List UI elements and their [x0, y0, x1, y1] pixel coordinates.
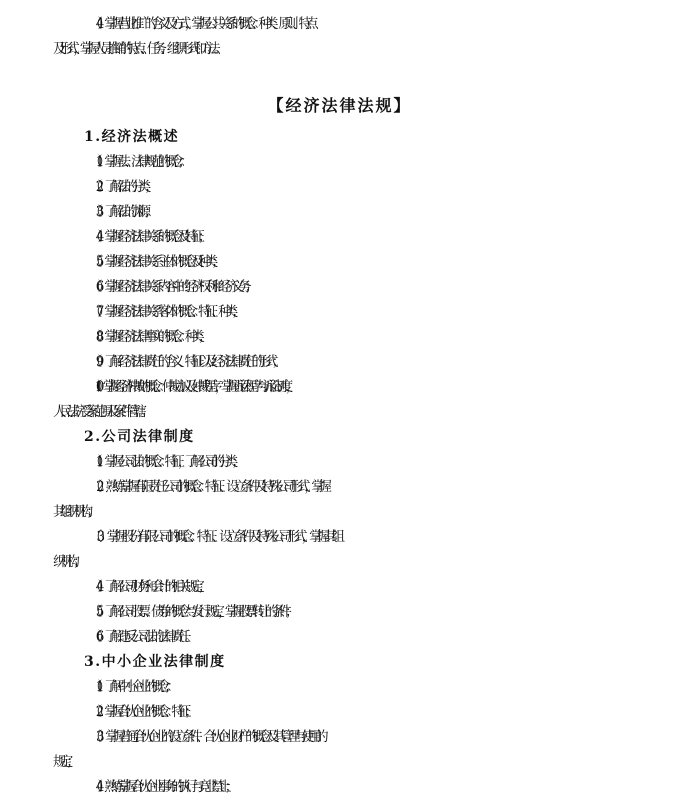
section-1-item-10-continued: 人民法院受案范围及案件管辖。 — [53, 404, 147, 420]
section-1-item-4: （4）掌握经济法律关系的概念及特征； — [89, 229, 205, 245]
section-1-item-3: （3）了解法的渊源； — [89, 204, 152, 220]
section-1-item-2: （2）了解法的分类； — [89, 179, 152, 195]
section-3-item-1: （1）了解中小企业的概念； — [89, 679, 172, 695]
section-2-item-5: （5）了解公司股票、债券的概念与发行规定，掌握股票转让的条件； — [89, 604, 292, 620]
section-2-item-3: （3）掌握股份有限公司的概念、特征、设立条件及特殊公司形式，掌握其组 — [89, 529, 340, 545]
section-1-item-5: （5）掌握经济法律关系主体的概念及种类； — [89, 254, 219, 270]
section-3-item-3-continued: 规定； — [53, 754, 74, 770]
section-1-item-7: （7）掌握经济法律关系客体的概念、特征、种类； — [89, 304, 239, 320]
section-1-item-8: （8）掌握经济法律事实的概念、种类； — [89, 329, 205, 345]
section-3-item-4: （4）熟练掌握合伙企业事务的执行与竞业禁止； — [89, 779, 232, 795]
section-2-title: 2.公司法律制度 — [84, 429, 195, 445]
section-2-item-2: （2）熟练掌握有限责任公司的概念、特征、设立条件及特殊公司形式，掌握 — [89, 479, 326, 495]
section-1-item-9: （9）了解经济法律责任的含义、特征以及经济法律责任的形式； — [89, 354, 279, 370]
section-2-item-4: （4）了解公司财务和会计的相关规定； — [89, 579, 205, 595]
intro-line-1: （4）掌握营业推广的含义及方式，掌握公共关系的概念、种类、原则、特点 — [89, 16, 312, 32]
section-2-item-1: （1）掌握公司法的概念、特征，了解公司的分类； — [89, 454, 239, 470]
section-2-item-2-continued: 其组织机构； — [53, 504, 94, 520]
chapter-title: 【经济法律法规】 — [267, 96, 412, 115]
intro-line-2: 及形式，掌握人员推销的特点、任务、组织形式和方法。 — [53, 41, 221, 57]
section-3-item-3: （3）掌握普通合伙企业的设立条件、合伙企业财产的概念及其管理与使用的 — [89, 729, 323, 745]
section-3-item-2: （2）掌握合伙企业的概念、特征； — [89, 704, 192, 720]
section-1-item-10: （10）掌握经济仲裁的概念、仲裁协议及仲裁程序，掌握诉讼程序与诉讼制度， — [89, 379, 292, 395]
section-2-item-3-continued: 织机构； — [53, 554, 80, 570]
section-1-item-6: （6）掌握经济法律关系内容中的经济权利和经济义务； — [89, 279, 252, 295]
section-1-title: 1.经济法概述 — [84, 129, 180, 145]
section-1-item-1: （1）掌握法、法律规范的概念； — [89, 154, 185, 170]
section-2-item-6: （6）了解违反公司法的法律责任。 — [89, 629, 192, 645]
section-3-title: 3.中小企业法律制度 — [84, 654, 226, 670]
